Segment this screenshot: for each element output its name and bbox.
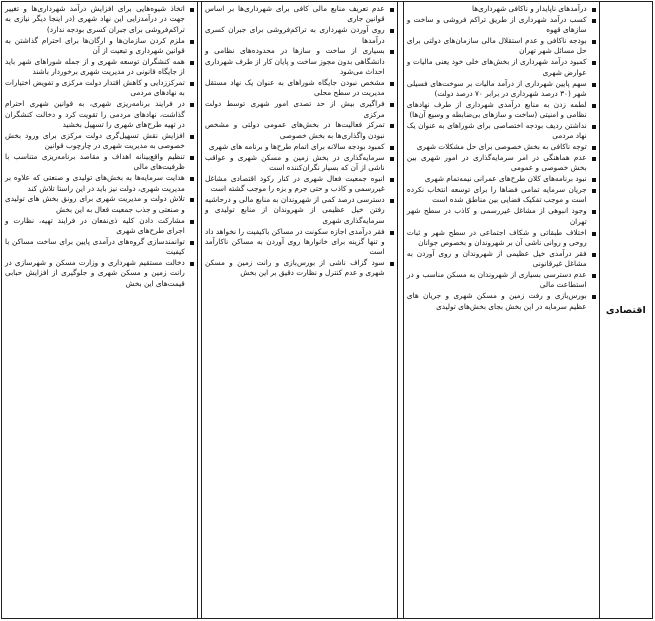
list-item: عدم تعریف منابع مالی کافی برای شهرداری‌ها بر اساس قوانین جاری	[205, 4, 394, 25]
list-item: ملزم کردن سازمان‌ها و ارگان‌ها برای احترام گذاشتن به قوانین شهرداری و تبعیت از آن	[5, 36, 194, 57]
list-item: دخالت مستقیم شهرداری و وزارت مسکن و شهرسازی در رانت زمین و مسکن شهری و جلوگیری از افزایش حبابی قیمت‌های این بخش	[5, 258, 194, 289]
list-item: مشارکت دادن کلیه ذی‌نفعان در فرایند تهیه، نظارت و اجرای طرح‌های شهری	[5, 216, 194, 237]
analysis-table	[1, 1, 653, 619]
list-item: توجه ناکافی به بخش خصوصی برای حل مشکلات شهری	[407, 142, 596, 152]
category-label: اقتصادی	[605, 304, 646, 316]
weaknesses-column	[403, 2, 599, 619]
column-spacer	[197, 2, 201, 619]
table-row	[2, 2, 653, 619]
list-item: توانمندسازی گروه‌های درآمدی پایین برای ساخت مساکن با کیفیت	[5, 237, 194, 258]
list-item: عدم هماهنگی در امر سرمایه‌گذاری در امور شهری بین بخش خصوصی و عمومی	[407, 153, 596, 174]
list-item: فقر درآمدی خیل عظیمی از شهروندان و روی آوردن به مشاغل غیرقانونی	[407, 249, 596, 270]
list-item: فقر درآمدی اجازه سکونت در مساکن باکیفیت را نخواهد داد و تنها گزینه برای خانوارها روی آوردن به مساکن ناکارآمد است	[205, 227, 394, 258]
list-item: عدم دسترسی بسیاری از شهروندان به مسکن مناسب و در استطاعت مالی	[407, 270, 596, 291]
list-item: کسب درآمد شهرداری از طریق تراکم فروشی و ساخت و سازهای قهوه	[407, 15, 596, 36]
list-item: بودجه ناکافی و عدم استقلال مالی سازمان‌های دولتی برای حل مسائل شهر تهران	[407, 36, 596, 57]
list-item: انبوه جمعیت فعال شهری در کنار رکود اقتصادی مشاغل غیررسمی و کاذب و حتی جرم و بزه را موجب گشته است	[205, 174, 394, 195]
list-item: تنظیم واقع‌بینانه اهداف و مقاصد برنامه‌ریزی متناسب با ظرفیت‌های مالی	[5, 152, 194, 173]
list-item: مشخص نبودن جایگاه شوراهای به عنوان یک نهاد مستقل مدیریت در سطح محلی	[205, 78, 394, 99]
threats-column	[201, 2, 397, 619]
document-page	[1, 1, 653, 619]
list-item: هدایت سرمایه‌ها به بخش‌های تولیدی و صنعتی که علاوه بر مدیریت شهری، دولت نیز باید در این راستا تلاش کند	[5, 173, 194, 194]
list-item: فراگیری بیش از حد تصدی امور شهری توسط دولت مرکزی	[205, 99, 394, 120]
column-spacer	[397, 2, 403, 619]
list-item: نداشتن ردیف بودجه اختصاصی برای شوراهای به عنوان یک نهاد مردمی	[407, 121, 596, 142]
list-item: جریان سرمایه تمامی فضاها را برای توسعه انتخاب نکرده است و موجب تفکیک فضایی بین مناطق شده است	[407, 185, 596, 206]
list-item: اختلاف طبقاتی و شکاف اجتماعی در سطح شهر و ثبات روحی و روانی ناشی آن بر شهروندان و بخصوص جوانان	[407, 228, 596, 249]
list-item: روی آوردن شهرداری به تراکم‌فروشی برای جبران کسری درآمدها	[205, 25, 394, 46]
category-cell	[599, 2, 652, 619]
list-item: درآمدهای ناپایدار و ناکافی شهرداری‌ها	[407, 4, 596, 14]
list-item: همه کنشگران توسعه شهری و از جمله شوراهای شهر باید از جایگاه قانونی در مدیریت شهری برخوردار باشند	[5, 57, 194, 78]
list-item: اتخاذ شیوه‌هایی برای افزایش درآمد شهرداری‌ها و تغییر جهت در درآمدزایی این نهاد شهری (در اینجا دیگر نیازی به تراکم‌فروشی برای جبران کسری بودجه ندارد)	[5, 4, 194, 35]
opportunities-list	[2, 2, 197, 289]
list-item: نبود برنامه‌های کلان طرح‌های عمرانی نیمه‌تمام شهری	[407, 174, 596, 184]
list-item: سهم پایین شهرداری از درآمد مالیات بر سوخت‌های فسیلی شهر (۳۰ درصد شهرداری در برابر ۷۰ درصد دولت)	[407, 79, 596, 100]
list-item: بسیاری از ساخت و سازها در محدوده‌های نظامی و دانشگاهی بدون مجوز ساخت و پایان کار از طرف شهرداری احداث می‌شود	[205, 46, 394, 77]
list-item: بورس‌بازی و رفت زمین و مسکن شهری و جریان های عظیم سرمایه در این بخش بجای بخش‌های تولیدی	[407, 291, 596, 312]
list-item: کمبود درآمد شهرداری از بخش‌های خلی خود یعنی مالیات و عوارض شهری	[407, 57, 596, 78]
list-item: کمبود بودجه سالانه برای اتمام طرح‌ها و برنامه های شهری	[205, 142, 394, 152]
weaknesses-list	[404, 2, 599, 312]
list-item: افزایش نقش تسهیل‌گری دولت مرکزی برای ورود بخش خصوصی به مدیریت شهری در چارچوب قوانین	[5, 131, 194, 152]
list-item: لطمه زدن به منابع درآمدی شهرداری از طرف نهادهای نظامی و امنیتی (ساخت و سازهای بی‌ضابطه و وسیع آن‌ها)	[407, 100, 596, 121]
opportunities-column	[2, 2, 198, 619]
list-item: دسترسی درصد کمی از شهروندان به منابع مالی و درحاشیه رفتن خیل عظیمی از شهروندان از منابع تولیدی و سرمایه‌گذاری شهری	[205, 195, 394, 226]
threats-list	[202, 2, 397, 279]
list-item: وجود انبوهی از مشاغل غیررسمی و کاذب در سطح شهر تهران	[407, 206, 596, 227]
list-item: سرمایه‌گذاری در بخش زمین و مسکن شهری و عواقب ناشی از آن که بسیار نگران‌کننده است	[205, 153, 394, 174]
list-item: تمرکز فعالیت‌ها در بخش‌های عمومی دولتی و مشخص نبودن واگذاری‌ها به بخش خصوصی	[205, 120, 394, 141]
list-item: در فرایند برنامه‌ریزی شهری، به قوانین شهری احترام گذاشت، نهادهای مردمی را تقویت کرد و دخالت کنشگران در تهیه طرح‌های شهری را تسهیل بخشید	[5, 99, 194, 130]
list-item: تلاش دولت و مدیریت شهری برای رونق بخش های تولیدی و صنعتی و جذب جمعیت فعال به این بخش	[5, 194, 194, 215]
list-item: سود گزاف ناشی از بورس‌بازی و رانت زمین و مسکن شهری و عدم کنترل و نظارت دقیق بر این بخش	[205, 258, 394, 279]
list-item: تمرکززدایی و کاهش اقتدار دولت مرکزی و تفویض اختیارات به نهادهای مردمی	[5, 78, 194, 99]
